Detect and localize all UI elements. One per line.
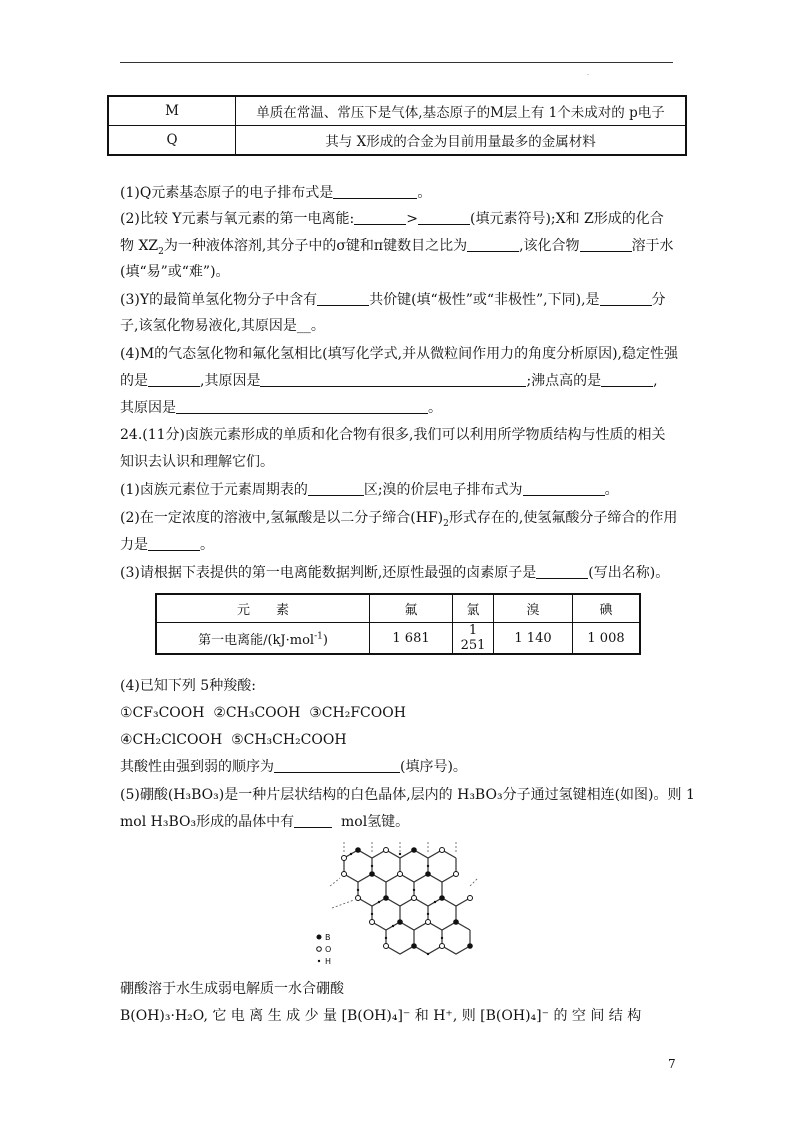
table-header: 氯 <box>453 594 494 623</box>
question-4-line-1: (4)M的气态氢化物和氟化氢相比(填写化学式,并从微粒间作用力的角度分析原因),稳定性强 <box>120 346 678 362</box>
answer-blank <box>523 479 605 496</box>
table-header: 碘 <box>573 594 641 623</box>
header-mark: · <box>587 72 589 79</box>
question-3-line-2: 子,该氢化物易液化,其原因是__。 <box>120 318 325 334</box>
question-2-line-3: (填“易”或“难”)。 <box>120 264 230 280</box>
legend-label-o: O <box>325 945 332 954</box>
oxygen-atoms <box>342 848 473 949</box>
ionization-energy-table <box>155 593 641 655</box>
oxygen-legend-marker <box>317 947 322 952</box>
element-info-table <box>107 95 687 156</box>
answer-blank <box>333 182 417 199</box>
table-header: 溴 <box>494 594 573 623</box>
question-4-line-3: 其原因是 。 <box>120 395 676 421</box>
part-5-line-3: 硼酸溶于水生成弱电解质一水合硼酸 <box>120 981 344 997</box>
question-24-line-1: 24.(11分)卤族元素形成的单质和化合物有很多,我们可以利用所学物质结构与性质的相关 <box>120 427 666 443</box>
answer-blank <box>274 756 400 773</box>
question-3-line-1: (3)Y的最简单氢化物分子中含有 共价键(填“极性”或“非极性”,下同),是 分 <box>120 287 676 313</box>
answer-blank <box>536 562 588 579</box>
answer-blank <box>354 208 406 225</box>
boric-acid-structure-figure <box>310 838 485 970</box>
hexagon-lattice <box>344 850 470 954</box>
page-number: 7 <box>668 1057 676 1071</box>
table-row <box>108 96 686 126</box>
answer-blank <box>418 208 470 225</box>
legend-label-b: B <box>325 933 331 942</box>
table-cell: 1 008 <box>573 623 641 655</box>
table-header: 氟 <box>370 594 453 623</box>
answer-blank <box>148 534 200 551</box>
question-2-line-1: (2)比较 Y元素与氧元素的第一电离能: > (填元素符号);X和 Z形成的化合 <box>120 206 676 232</box>
question-2-line-2: 物 $XZ_2$为一种液体溶剂,其分子中的σ键和π键数目之比为 ,该化合物 溶于水 <box>120 233 676 259</box>
table-cell: 1 140 <box>494 623 573 655</box>
answer-blank <box>601 370 653 387</box>
element-desc-cell: 其与 X形成的合金为目前用量最多的金属材料 <box>236 126 687 156</box>
table-header-row <box>156 594 640 623</box>
answer-blank <box>176 397 428 414</box>
acid-list-2: ④CH₂ClCOOH ⑤CH₃CH₂COOH <box>120 732 347 748</box>
table-row <box>156 623 640 655</box>
question-4-line-2: 的是 ,其原因是 ;沸点高的是 , <box>120 368 676 394</box>
part-2-line-1: (2)在一定浓度的溶液中,氢氟酸是以二分子缔合$(HF)_2$形式存在的,使氢氟酸分子缔合的作用 <box>120 510 678 529</box>
hydrogen-legend-marker <box>318 960 320 962</box>
figure-legend <box>317 933 332 966</box>
answer-blank <box>260 370 526 387</box>
table-cell: 1 681 <box>370 623 453 655</box>
answer-blank <box>317 289 369 306</box>
element-desc-cell: 单质在常温、常压下是气体,基态原子的M层上有 1个未成对的 p电子 <box>236 96 687 126</box>
question-24-line-2: 知识去认识和理解它们。 <box>120 454 274 470</box>
acid-list-1: ①CF₃COOH ②CH₃COOH ③CH₂FCOOH <box>120 705 406 721</box>
answer-blank <box>600 289 652 306</box>
answer-blank <box>580 235 632 252</box>
part-4-intro: (4)已知下列 5种羧酸: <box>120 678 256 694</box>
acid-order-question: 其酸性由强到弱的顺序为 (填序号)。 <box>120 754 676 780</box>
element-key-cell: Q <box>108 126 236 156</box>
part-5-line-4: B(OH)₃·H₂O, 它 电 离 生 成 少 量 [B(OH)₄]⁻ 和 H⁺, 则 [B(OH)₄]⁻ 的 空 间 结 构 <box>120 1008 642 1024</box>
question-1: (1)Q元素基态原子的电子排布式是 。 <box>120 180 676 206</box>
part-1: (1)卤族元素位于元素周期表的 区;溴的价层电子排布式为 。 <box>120 477 676 503</box>
part-2-line-2: 力是 。 <box>120 532 676 558</box>
part-5-line-2: mol H₃BO₃形成的晶体中有 mol氢键。 <box>120 809 676 835</box>
boron-legend-marker <box>317 935 322 940</box>
row-label: 第一电离能/(kJ·mol$^{-1}$) <box>156 623 370 655</box>
answer-blank <box>294 811 332 828</box>
part-5-line-1: (5)硼酸(H₃BO₃)是一种片层状结构的白色晶体,层内的 H₃BO₃分子通过氢键相连(如图)。则 1 <box>120 787 695 803</box>
header-rule <box>120 62 673 63</box>
part-3: (3)请根据下表提供的第一电离能数据判断,还原性最强的卤素原子是 (写出名称)。 <box>120 560 676 586</box>
table-header: 元 素 <box>156 594 370 623</box>
answer-blank <box>467 235 519 252</box>
element-key-cell: M <box>108 96 236 126</box>
legend-label-h: H <box>325 957 332 966</box>
answer-blank <box>148 370 200 387</box>
answer-blank <box>308 479 364 496</box>
table-row <box>108 126 686 156</box>
table-cell: 1 251 <box>453 623 494 655</box>
